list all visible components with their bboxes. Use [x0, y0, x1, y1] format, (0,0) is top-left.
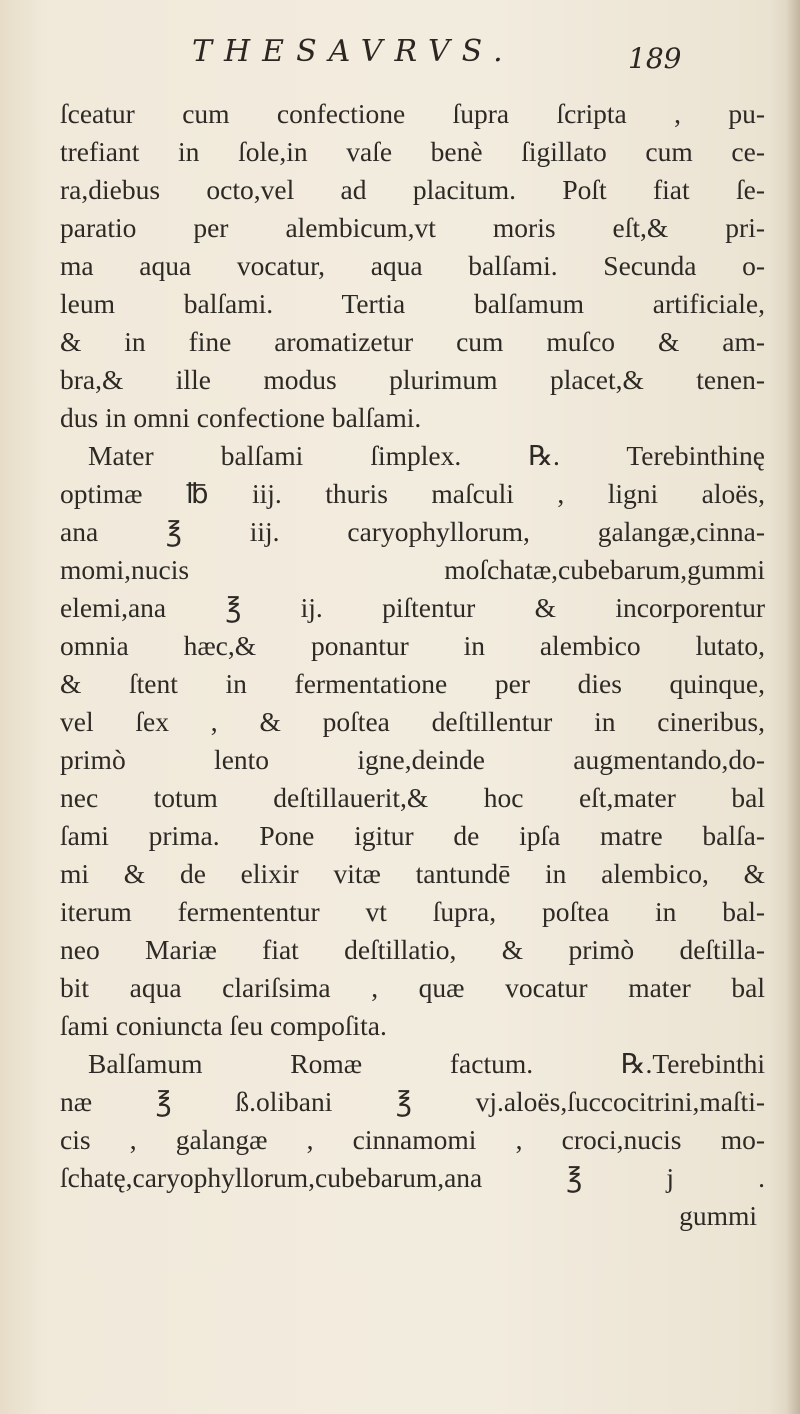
text-line: iterum fermententur vt ſupra, poſtea in bal- — [60, 896, 765, 927]
text-line: ſchatę,caryophyllorum,cubebarum,ana ℥ j . — [60, 1162, 765, 1193]
text-line: ma aqua vocatur, aqua balſami. Secunda o- — [60, 250, 765, 281]
text-line: ſami coniuncta ſeu compoſita. — [60, 1010, 387, 1041]
text-line: momi,nucis moſchatæ,cubebarum,gummi — [60, 554, 765, 585]
text-line: dus in omni confectione balſami. — [60, 402, 422, 433]
page-edge-shadow — [786, 0, 800, 1414]
paragraph-start-line: Mater balſami ſimplex. ℞. Terebinthinę — [88, 440, 765, 471]
text-line: nec totum deſtillauerit,& hoc eſt,mater bal — [60, 782, 765, 813]
text-line: bit aqua clariſsima , quæ vocatur mater bal — [60, 972, 765, 1003]
text-line: paratio per alembicum,vt moris eſt,& pri- — [60, 212, 765, 243]
text-line: primò lento igne,deinde augmentando,do- — [60, 744, 765, 775]
text-line: neo Mariæ fiat deſtillatio, & primò deſtilla- — [60, 934, 765, 965]
paragraph-start-line: Balſamum Romæ factum. ℞.Terebinthi — [88, 1048, 765, 1079]
catchword: gummi — [679, 1200, 757, 1231]
text-line: omnia hæc,& ponantur in alembico lutato, — [60, 630, 765, 661]
text-line: ra,diebus octo,vel ad placitum. Poſt fiat ſe- — [60, 174, 765, 205]
body-text — [60, 95, 765, 1235]
page-number: 189 — [628, 42, 682, 75]
text-line: ſceatur cum confectione ſupra ſcripta , pu- — [60, 98, 765, 129]
text-line: leum balſami. Tertia balſamum artificiale, — [60, 288, 765, 319]
running-head — [120, 30, 680, 80]
text-line: næ ℥ ß.olibani ℥ vj.aloës,ſuccocitrini,maſti- — [60, 1086, 765, 1117]
text-line: vel ſex , & poſtea deſtillentur in cineribus, — [60, 706, 765, 737]
running-title: THESAVRVS. — [192, 34, 515, 69]
text-line: elemi,ana ℥ ij. piſtentur & incorporentur — [60, 592, 765, 623]
text-line: & in fine aromatizetur cum muſco & am- — [60, 326, 765, 357]
text-line: ana ℥ iij. caryophyllorum, galangæ,cinna- — [60, 516, 765, 547]
text-line: trefiant in ſole,in vaſe benè ſigillato cum ce- — [60, 136, 765, 167]
text-line: mi & de elixir vitæ tantundē in alembico, & — [60, 858, 765, 889]
text-line: bra,& ille modus plurimum placet,& tenen- — [60, 364, 765, 395]
text-line: cis , galangæ , cinnamomi , croci,nucis mo- — [60, 1124, 765, 1155]
text-line: optimæ ℔ iij. thuris maſculi , ligni aloës, — [60, 478, 765, 509]
text-line: & ſtent in fermentatione per dies quinque, — [60, 668, 765, 699]
text-line: ſami prima. Pone igitur de ipſa matre balſa- — [60, 820, 765, 851]
